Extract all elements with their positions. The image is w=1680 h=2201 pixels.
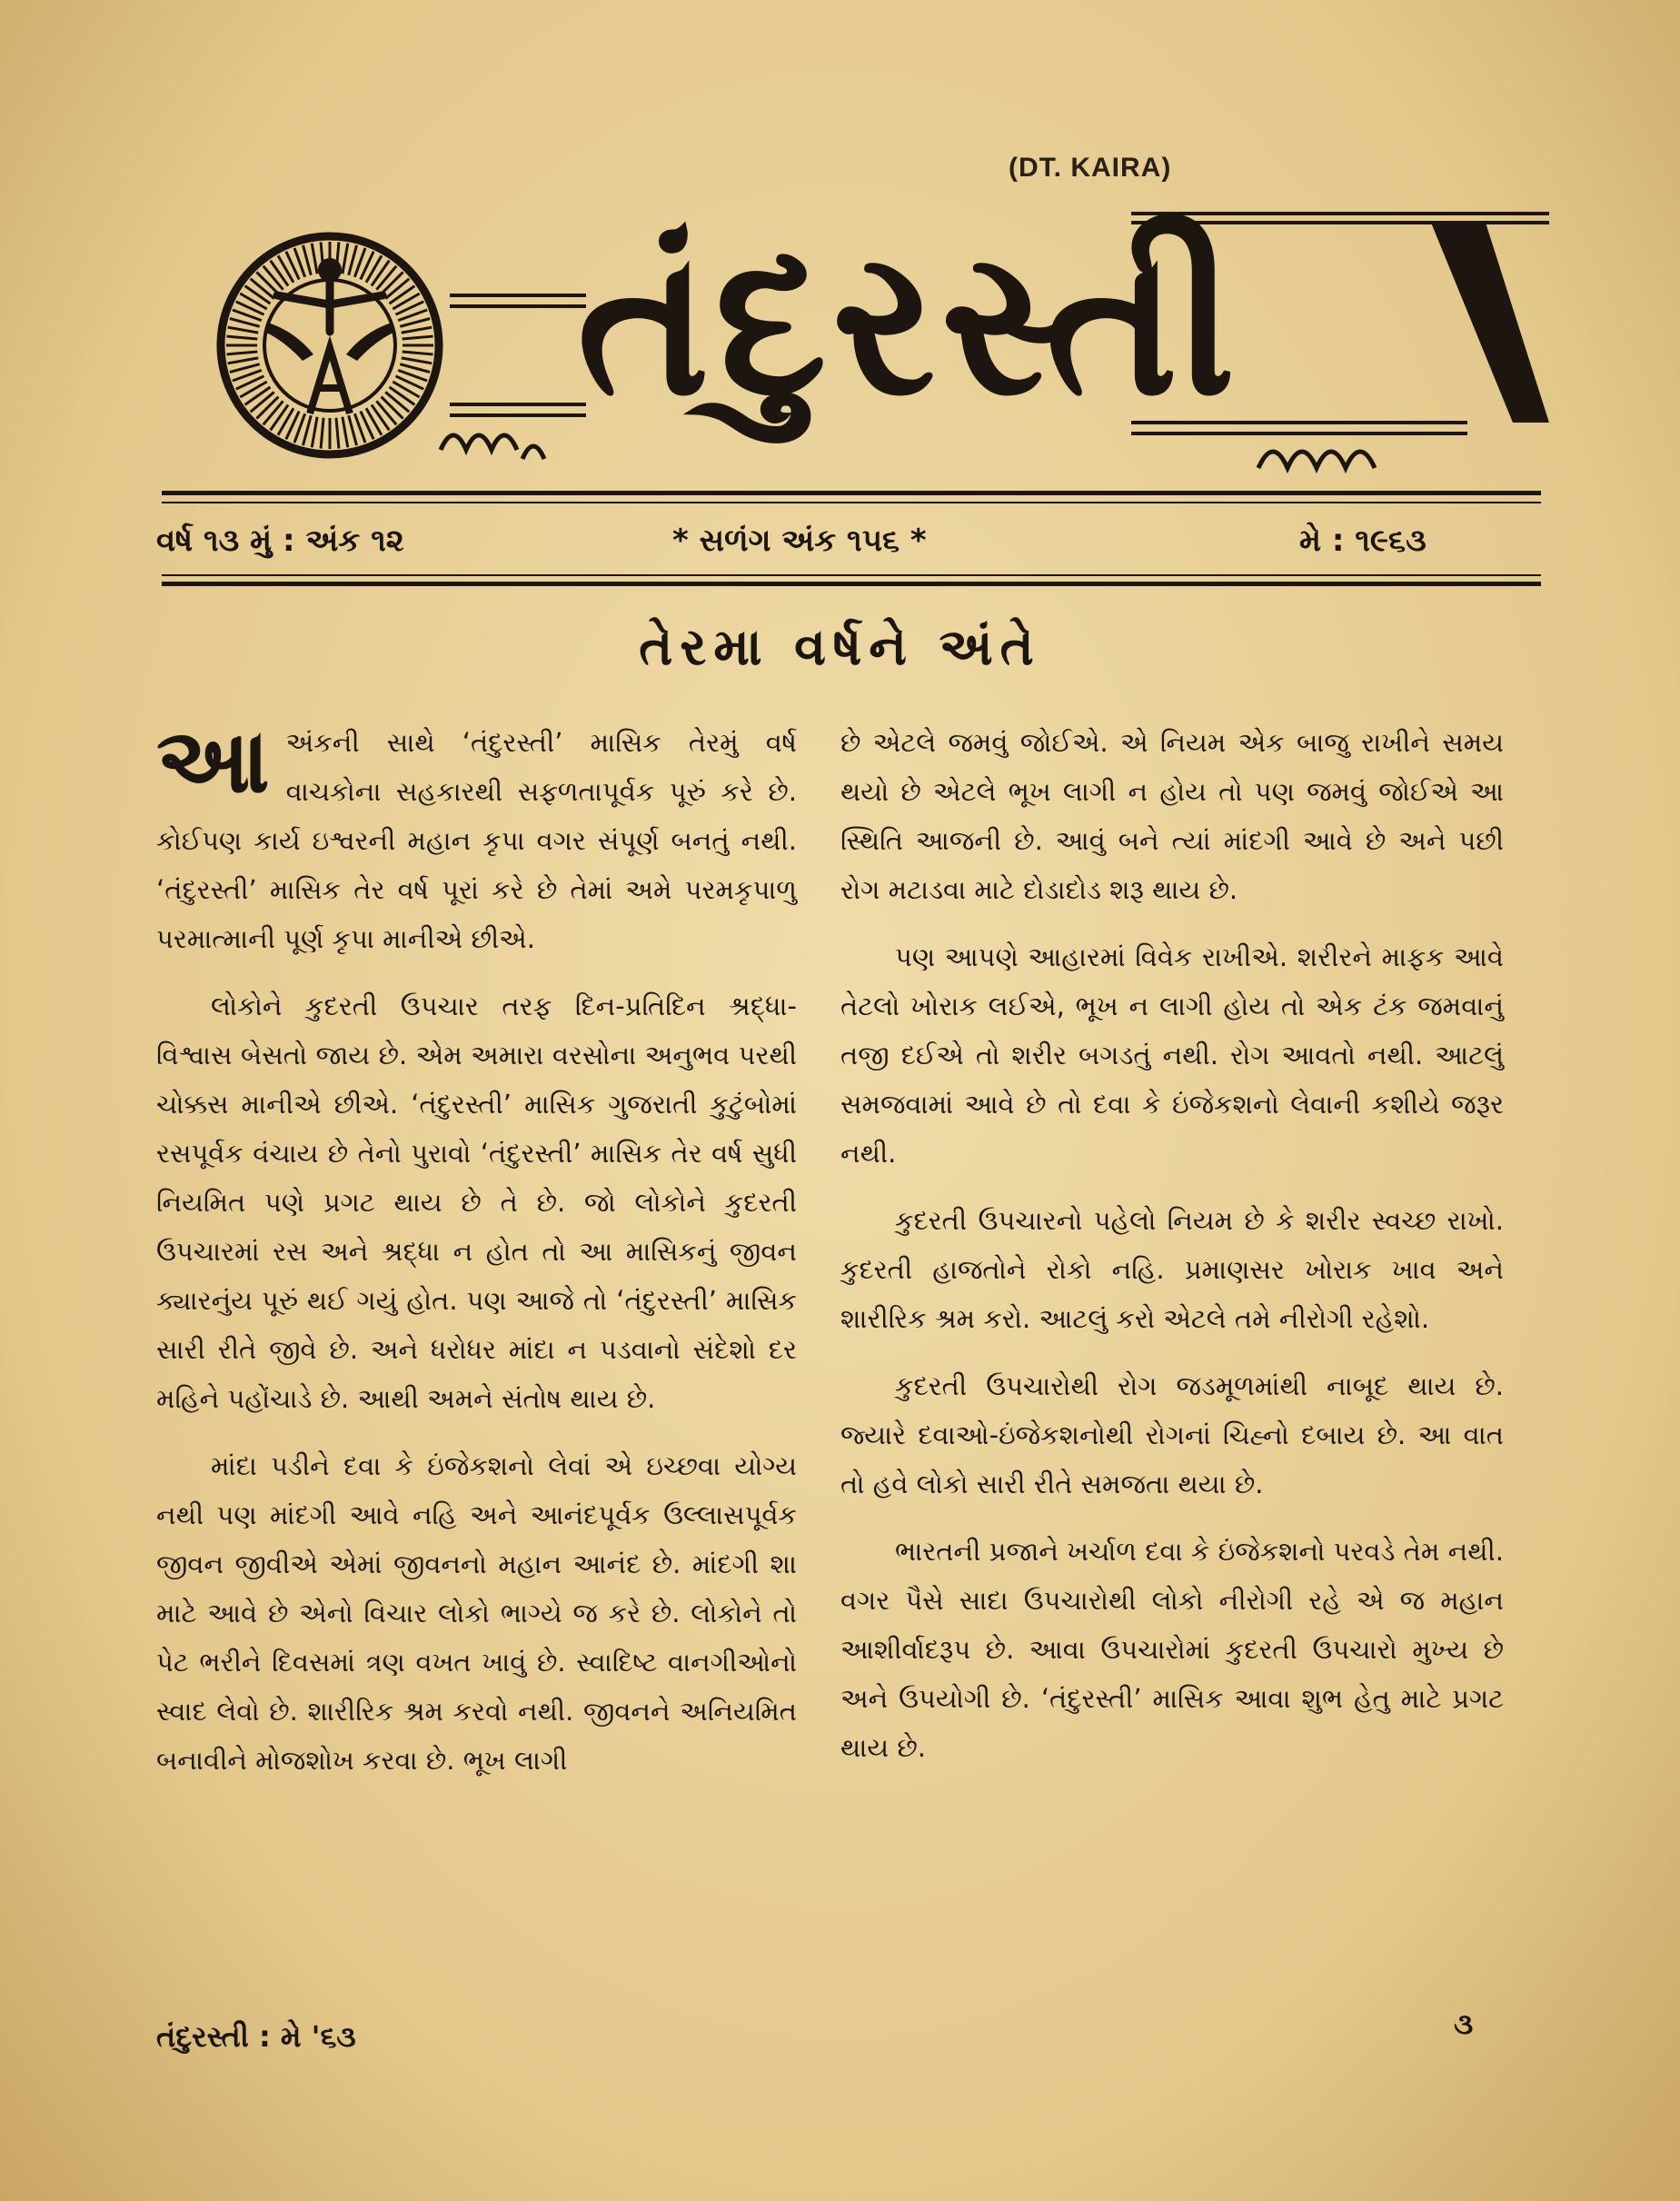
paragraph: કુદરતી ઉપચારોથી રોગ જડમૂળમાંથી નાબૂદ થાય છે. જ્યારે દવાઓ-ઇંજેકશનોથી રોગનાં ચિહ્નો દબાય છે. આ વાત તો હવે લોકો સારી રીતે સમજતા થયા છે. xyxy=(840,1370,1504,1499)
header-rule-top xyxy=(162,491,1541,495)
article-column-right xyxy=(840,718,1504,1790)
paragraph: ભારતની પ્રજાને ખર્ચાળ દવા કે ઇંજેકશનો પરવડે તેમ નથી. વગર પૈસે સાદા ઉપચારોથી લોકો નીરોગી રહે એ જ મહાન આશીર્વાદરૂપ છે. આવા ઉપચારોમાં કુદરતી ઉપચારો મુખ્ય છે અને ઉપયોગી છે. ‘તંદુરસ્તી’ માસિક આવા શુભ હેતુ માટે પ્રગટ થાય છે. xyxy=(840,1536,1504,1763)
volume-issue: વર્ષ ૧૩ મું : અંક ૧૨ xyxy=(156,523,404,559)
running-footer: તંદુરસ્તી : મે '૬૩ xyxy=(156,2019,356,2054)
paragraph: આઅંકની સાથે ‘તંદુરસ્તી’ માસિક તેરમું વર્ષ વાચકોના સહકારથી સફળતાપૂર્વક પૂરું કરે છે. કોઈપણ કાર્ય ઇશ્વરની મહાન કૃપા વગર સંપૂર્ણ બનતું નથી. ‘તંદુરસ્તી’ માસિક તેર વર્ષ પૂરાં કરે છે તેમાં અમે પરમકૃપાળુ પરમાત્માની પૂર્ણ કૃપા માનીએ છીએ. xyxy=(156,710,797,954)
header-rule-bottom-thin xyxy=(162,574,1541,576)
masthead-ornament xyxy=(1122,195,1558,495)
paragraph: કુદરતી ઉપચારનો પહેલો નિયમ છે કે શરીર સ્વચ્છ રાખો. કુદરતી હાજતોને રોકો નહિ. પ્રમાણસર ખોરાક ખાવ અને શારીરિક શ્રમ કરો. આટલું કરો એટલે તમે નીરોગી રહેશો. xyxy=(840,1205,1504,1334)
header-rule-top-thin xyxy=(162,502,1541,503)
paragraph: પણ આપણે આહારમાં વિવેક રાખીએ. શરીરને માફક આવે તેટલો ખોરાક લઈએ, ભૂખ ન લાગી હોય તો એક ટંક જમવાનું તજી દઈએ તો શરીર બગડતું નથી. રોગ આવતો નથી. આટલું સમજવામાં આવે છે તો દવા કે ઇંજેકશનો લેવાની કશીયે જરૂર નથી. xyxy=(840,941,1504,1169)
paragraph: માંદા પડીને દવા કે ઇંજેકશનો લેવાં એ ઇચ્છવા યોગ્ય નથી પણ માંદગી આવે નહિ અને આનંદપૂર્વક ઉલ્લાસપૂર્વક જીવન જીવીએ એમાં જીવનનો મહાન આનંદ છે. માંદગી શા માટે આવે છે એનો વિચાર લોકો ભાગ્યે જ કરે છે. લોકોને તો પેટ ભરીને દિવસમાં ત્રણ વખત ખાવું છે. સ્વાદિષ્ટ વાનગીઓનો સ્વાદ લેવો છે. શારીરિક શ્રમ કરવો નથી. જીવનને અનિયમિત બનાવીને મોજશોખ કરવા છે. ભૂખ લાગી xyxy=(156,1450,797,1776)
header-rule-bottom xyxy=(162,582,1541,586)
serial-number: * સળંગ અંક ૧૫૬ * xyxy=(672,523,927,559)
district-stamp: (DT. KAIRA) xyxy=(1009,153,1172,183)
masthead xyxy=(177,195,1558,495)
issue-date: મે : ૧૯૬૩ xyxy=(1299,523,1427,559)
paragraph: લોકોને કુદરતી ઉપચાર તરફ દિન-પ્રતિદિન શ્રદ્ધા-વિશ્વાસ બેસતો જાય છે. એમ અમારા વરસોના અનુભવ પરથી ચોક્કસ માનીએ છીએ. ‘તંદુરસ્તી’ માસિક ગુજરાતી કુટુંબોમાં રસપૂર્વક વંચાય છે તેનો પુરાવો ‘તંદુરસ્તી’ માસિક તેર વર્ષ સુધી નિયમિત પણે પ્રગટ થાય છે તે છે. જો લોકોને કુદરતી ઉપચારમાં રસ અને શ્રદ્ધા ન હોત તો આ માસિકનું જીવન ક્યારનુંય પૂરું થઈ ગયું હોત. પણ આજે તો ‘તંદુરસ્તી’ માસિક સારી રીતે જીવે છે. અને ધરોધર માંદા ન પડવાનો સંદેશો દર મહિને પહોંચાડે છે. આથી અમને સંતોષ થાય છે. xyxy=(156,991,797,1414)
article-headline: તેરમા વર્ષને અંતે xyxy=(639,618,1041,677)
page-number: ૩ xyxy=(1454,2007,1474,2041)
drop-cap: આ xyxy=(156,710,270,813)
paragraph: છે એટલે જમવું જોઈએ. એ નિયમ એક બાજુ રાખીને સમય થયો છે એટલે ભૂખ લાગી ન હોય તો પણ જમવું જોઈએ આ સ્થિતિ આજની છે. આવું બને ત્યાં માંદગી આવે છે અને પછી રોગ મટાડવા માટે દોડાદોડ શરૂ થાય છે. xyxy=(840,727,1504,905)
emblem-logo xyxy=(177,195,595,495)
magazine-title: તંદુરસ્તી xyxy=(577,204,1241,440)
article-column-left xyxy=(156,710,797,1803)
